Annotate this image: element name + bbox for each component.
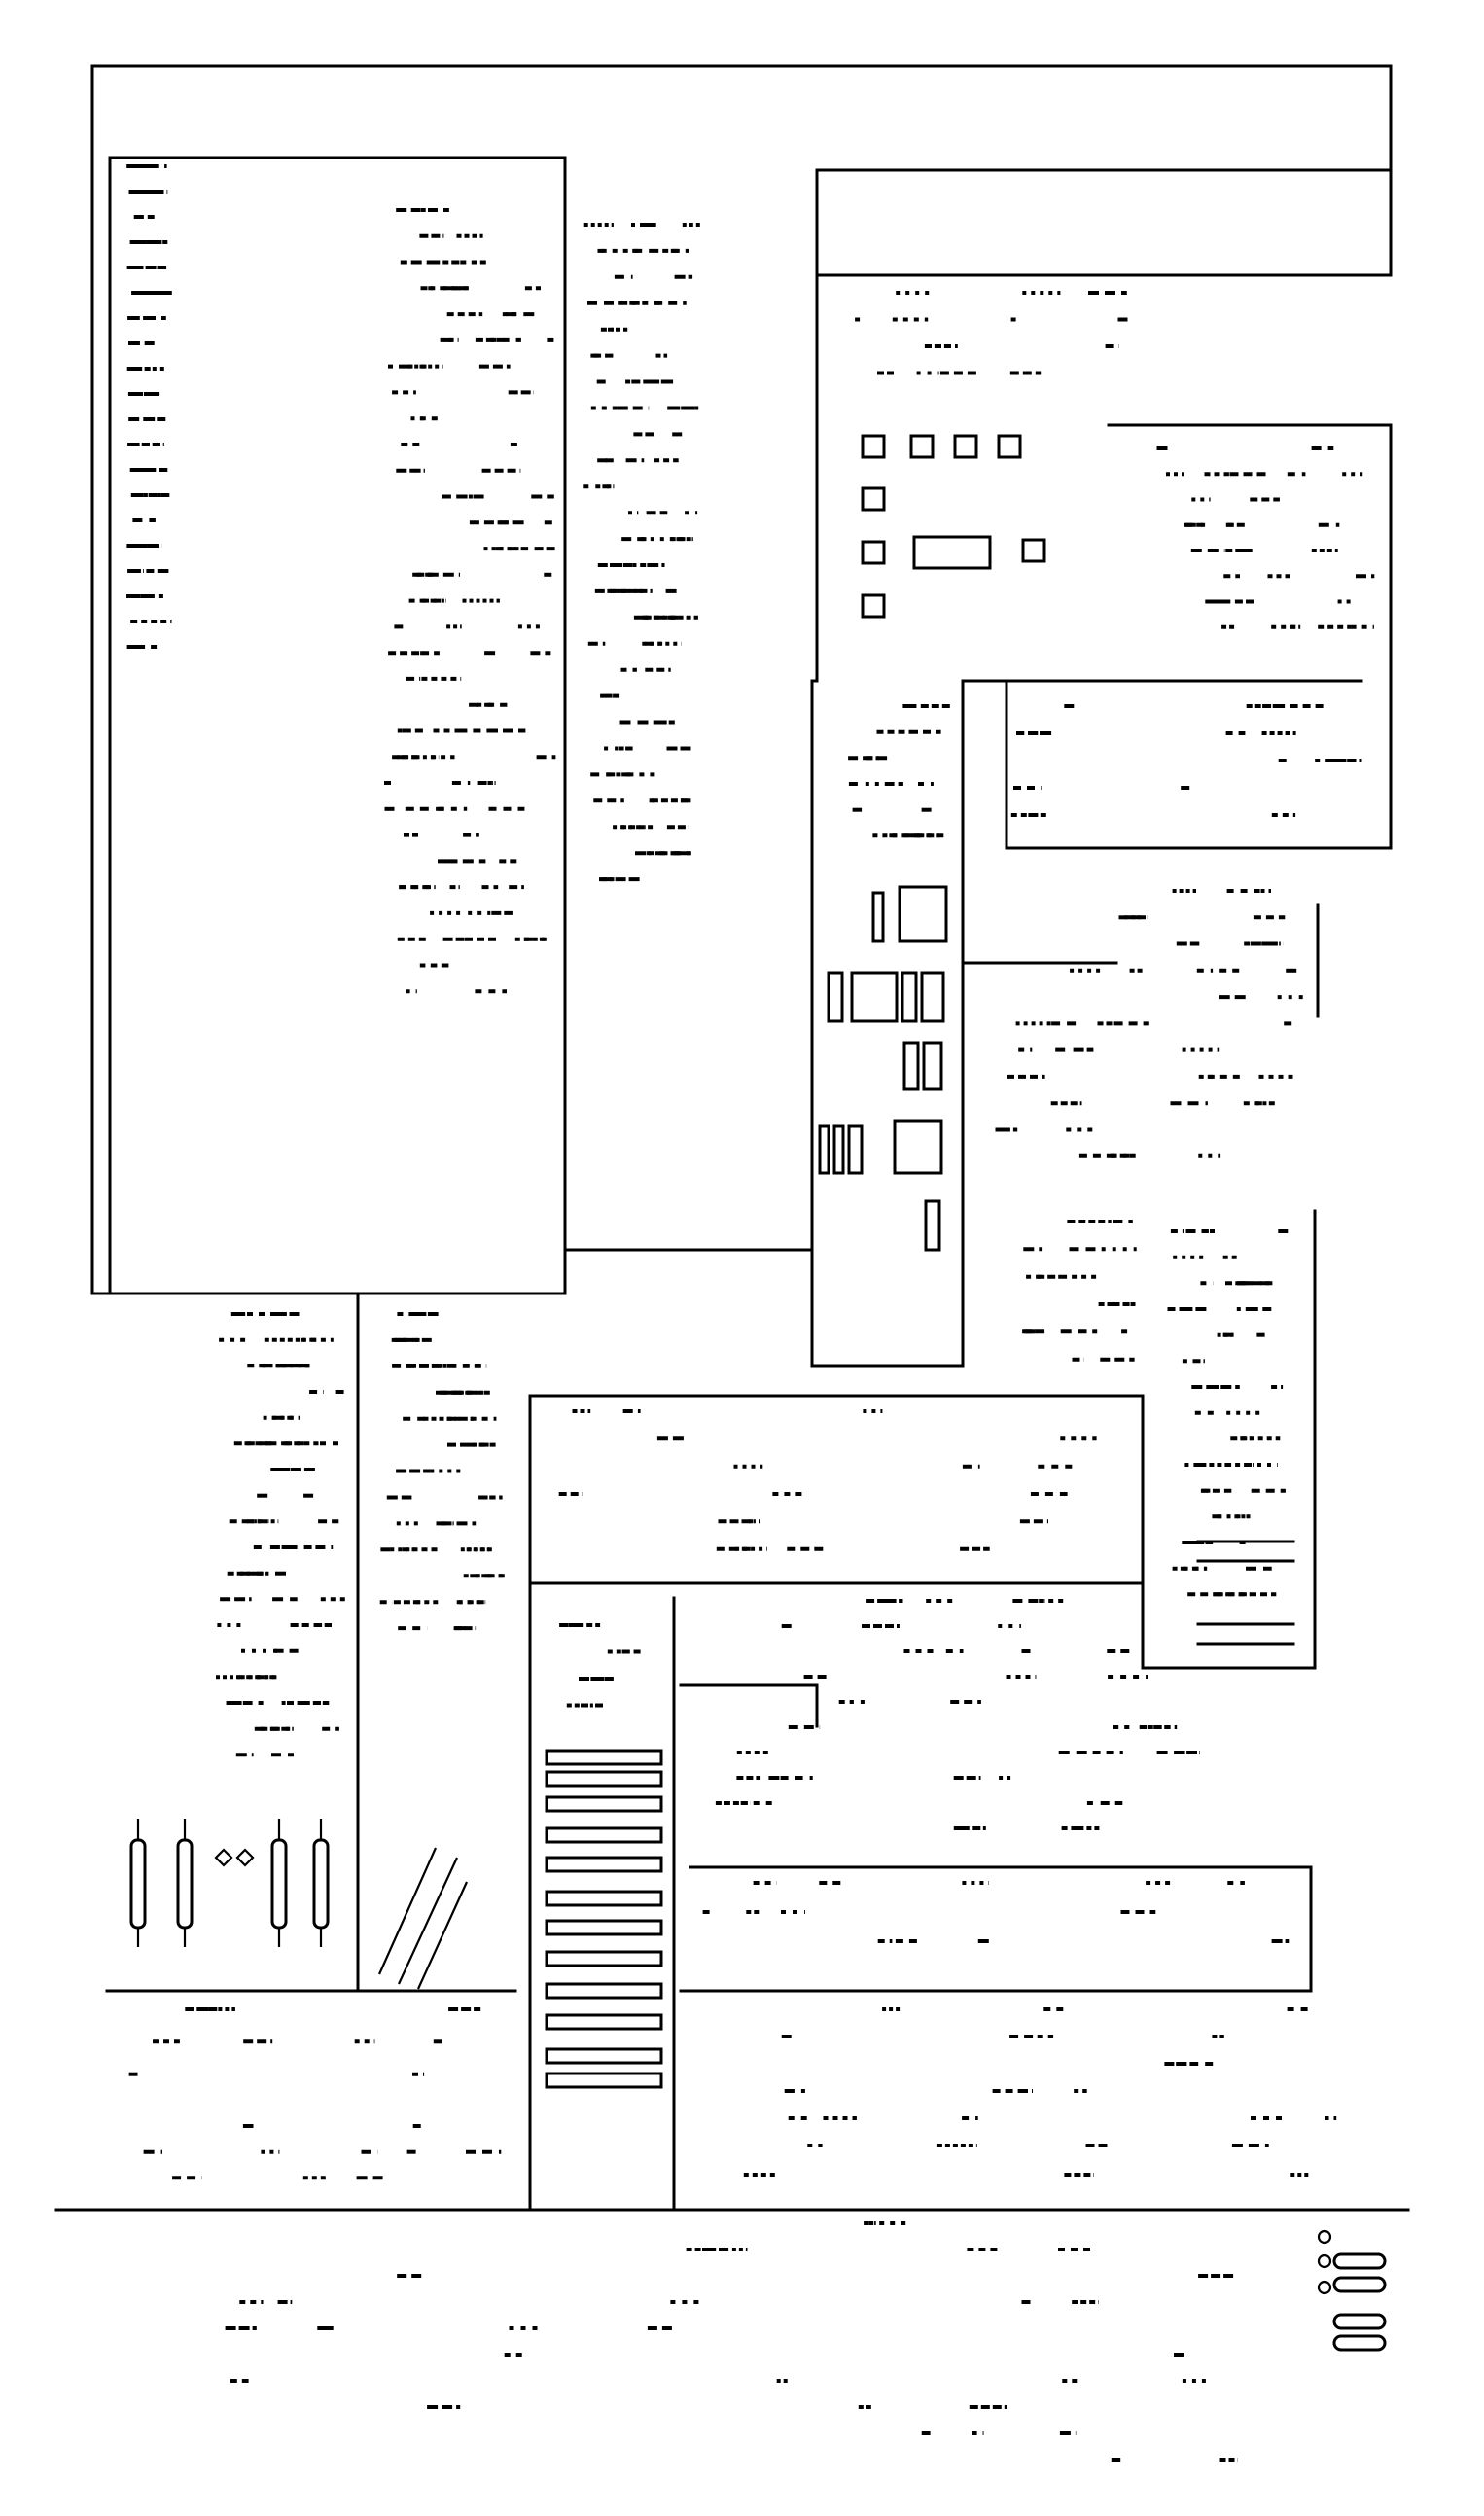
bar-stack (547, 1751, 661, 2087)
lower-right-frame (681, 1867, 1311, 1991)
middle-block (530, 1396, 1315, 1668)
header-block (817, 170, 1391, 275)
pad-array-top (863, 436, 1044, 617)
left-module (110, 158, 565, 1293)
roller-symbols (1319, 2231, 1385, 2350)
connector-symbols (131, 1819, 328, 1947)
annotation-marks (126, 166, 1374, 2460)
diagonal-hatch (379, 1848, 467, 1989)
right-subpanel-upper (963, 425, 1391, 848)
pad-array-column (820, 887, 946, 1250)
